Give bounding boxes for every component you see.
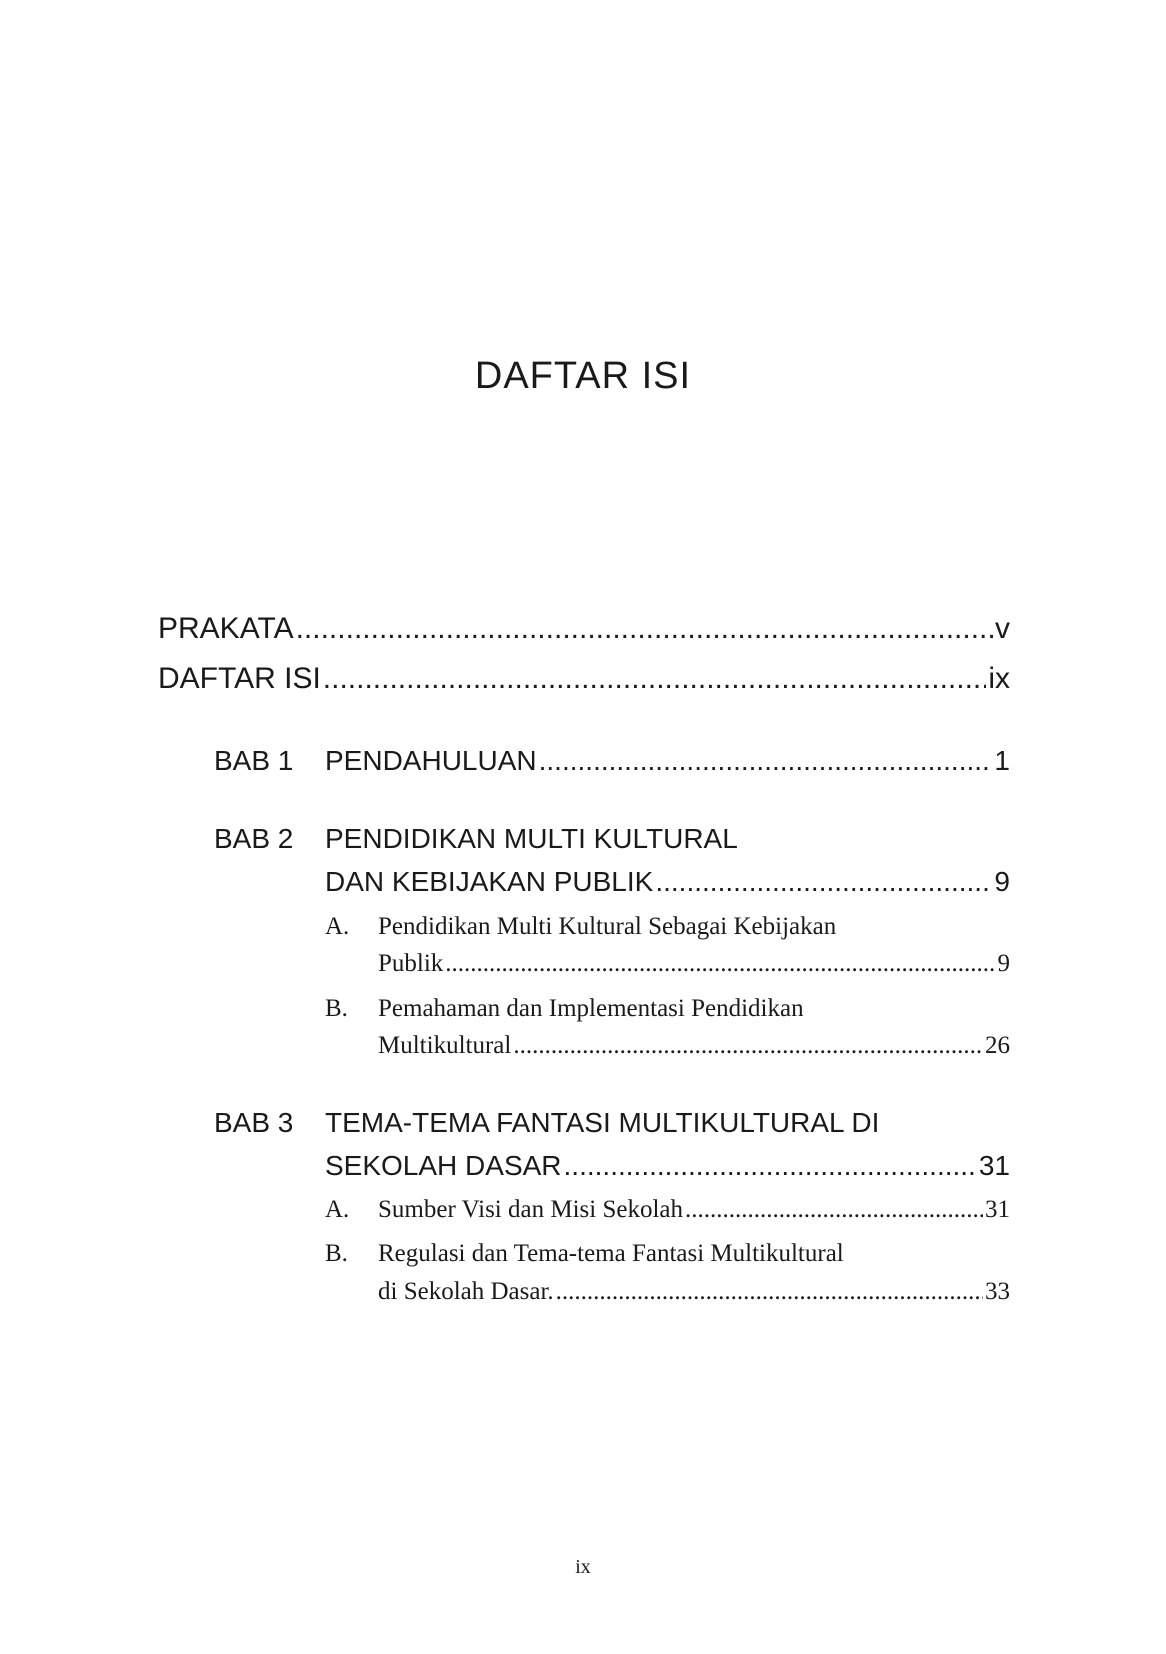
toc-entry-bab-2[interactable] xyxy=(325,866,1010,898)
section-title: Sumber Visi dan Misi Sekolah xyxy=(378,1196,683,1223)
chapter-title: SEKOLAH DASAR xyxy=(325,1150,562,1181)
section-page: 33 xyxy=(985,1278,1010,1305)
chapter-page: 31 xyxy=(978,1150,1010,1181)
chapter-number: BAB 1 xyxy=(214,745,294,776)
section-title-line: Pendidikan Multi Kultural Sebagai Kebijakan xyxy=(378,913,837,940)
toc-entry-section-3b[interactable] xyxy=(378,1278,1010,1306)
chapter-title: PENDAHULUAN xyxy=(325,745,537,776)
toc-entry-prakata[interactable] xyxy=(158,612,1010,646)
toc-entry-label: DAFTAR ISI xyxy=(158,662,321,695)
chapter-title: DAN KEBIJAKAN PUBLIK xyxy=(325,866,654,897)
section-title-line: Regulasi dan Tema-tema Fantasi Multikultural xyxy=(378,1240,844,1267)
section-page: 9 xyxy=(997,950,1010,977)
toc-entry-page: v xyxy=(995,612,1010,645)
dot-leader xyxy=(445,950,995,978)
toc-entry-label: PRAKATA xyxy=(158,612,294,645)
dot-leader xyxy=(685,1196,983,1224)
toc-entry-section-2b[interactable] xyxy=(378,1032,1010,1060)
section-letter: B. xyxy=(325,1240,348,1267)
dot-leader xyxy=(323,662,987,696)
section-letter: A. xyxy=(325,913,350,940)
dot-leader xyxy=(655,866,992,898)
page-number: ix xyxy=(575,1556,591,1578)
section-title: di Sekolah Dasar. xyxy=(378,1278,554,1305)
chapter-page: 9 xyxy=(994,866,1010,897)
dot-leader xyxy=(539,745,993,777)
dot-leader xyxy=(513,1032,983,1060)
section-title-line: Pemahaman dan Implementasi Pendidikan xyxy=(378,995,804,1022)
chapter-number: BAB 2 xyxy=(214,823,294,854)
section-title: Publik xyxy=(378,950,444,977)
section-title: Multikultural xyxy=(378,1032,512,1059)
dot-leader xyxy=(296,612,993,646)
toc-entry-page: ix xyxy=(988,662,1010,695)
dot-leader xyxy=(556,1278,983,1306)
chapter-title-line: PENDIDIKAN MULTI KULTURAL xyxy=(325,823,738,854)
toc-entry-bab-1[interactable] xyxy=(325,745,1010,777)
toc-entry-daftar-isi[interactable] xyxy=(158,662,1010,696)
section-letter: B. xyxy=(325,995,348,1022)
dot-leader xyxy=(564,1150,977,1182)
chapter-title-line: TEMA-TEMA FANTASI MULTIKULTURAL DI xyxy=(325,1107,880,1138)
chapter-page: 1 xyxy=(994,745,1010,776)
section-page: 31 xyxy=(985,1196,1010,1223)
page-title: DAFTAR ISI xyxy=(474,355,692,398)
chapter-number: BAB 3 xyxy=(214,1107,294,1138)
section-page: 26 xyxy=(985,1032,1010,1059)
toc-entry-section-2a[interactable] xyxy=(378,950,1010,978)
section-letter: A. xyxy=(325,1196,350,1223)
toc-entry-bab-3[interactable] xyxy=(325,1150,1010,1182)
toc-entry-section-3a[interactable] xyxy=(378,1196,1010,1224)
